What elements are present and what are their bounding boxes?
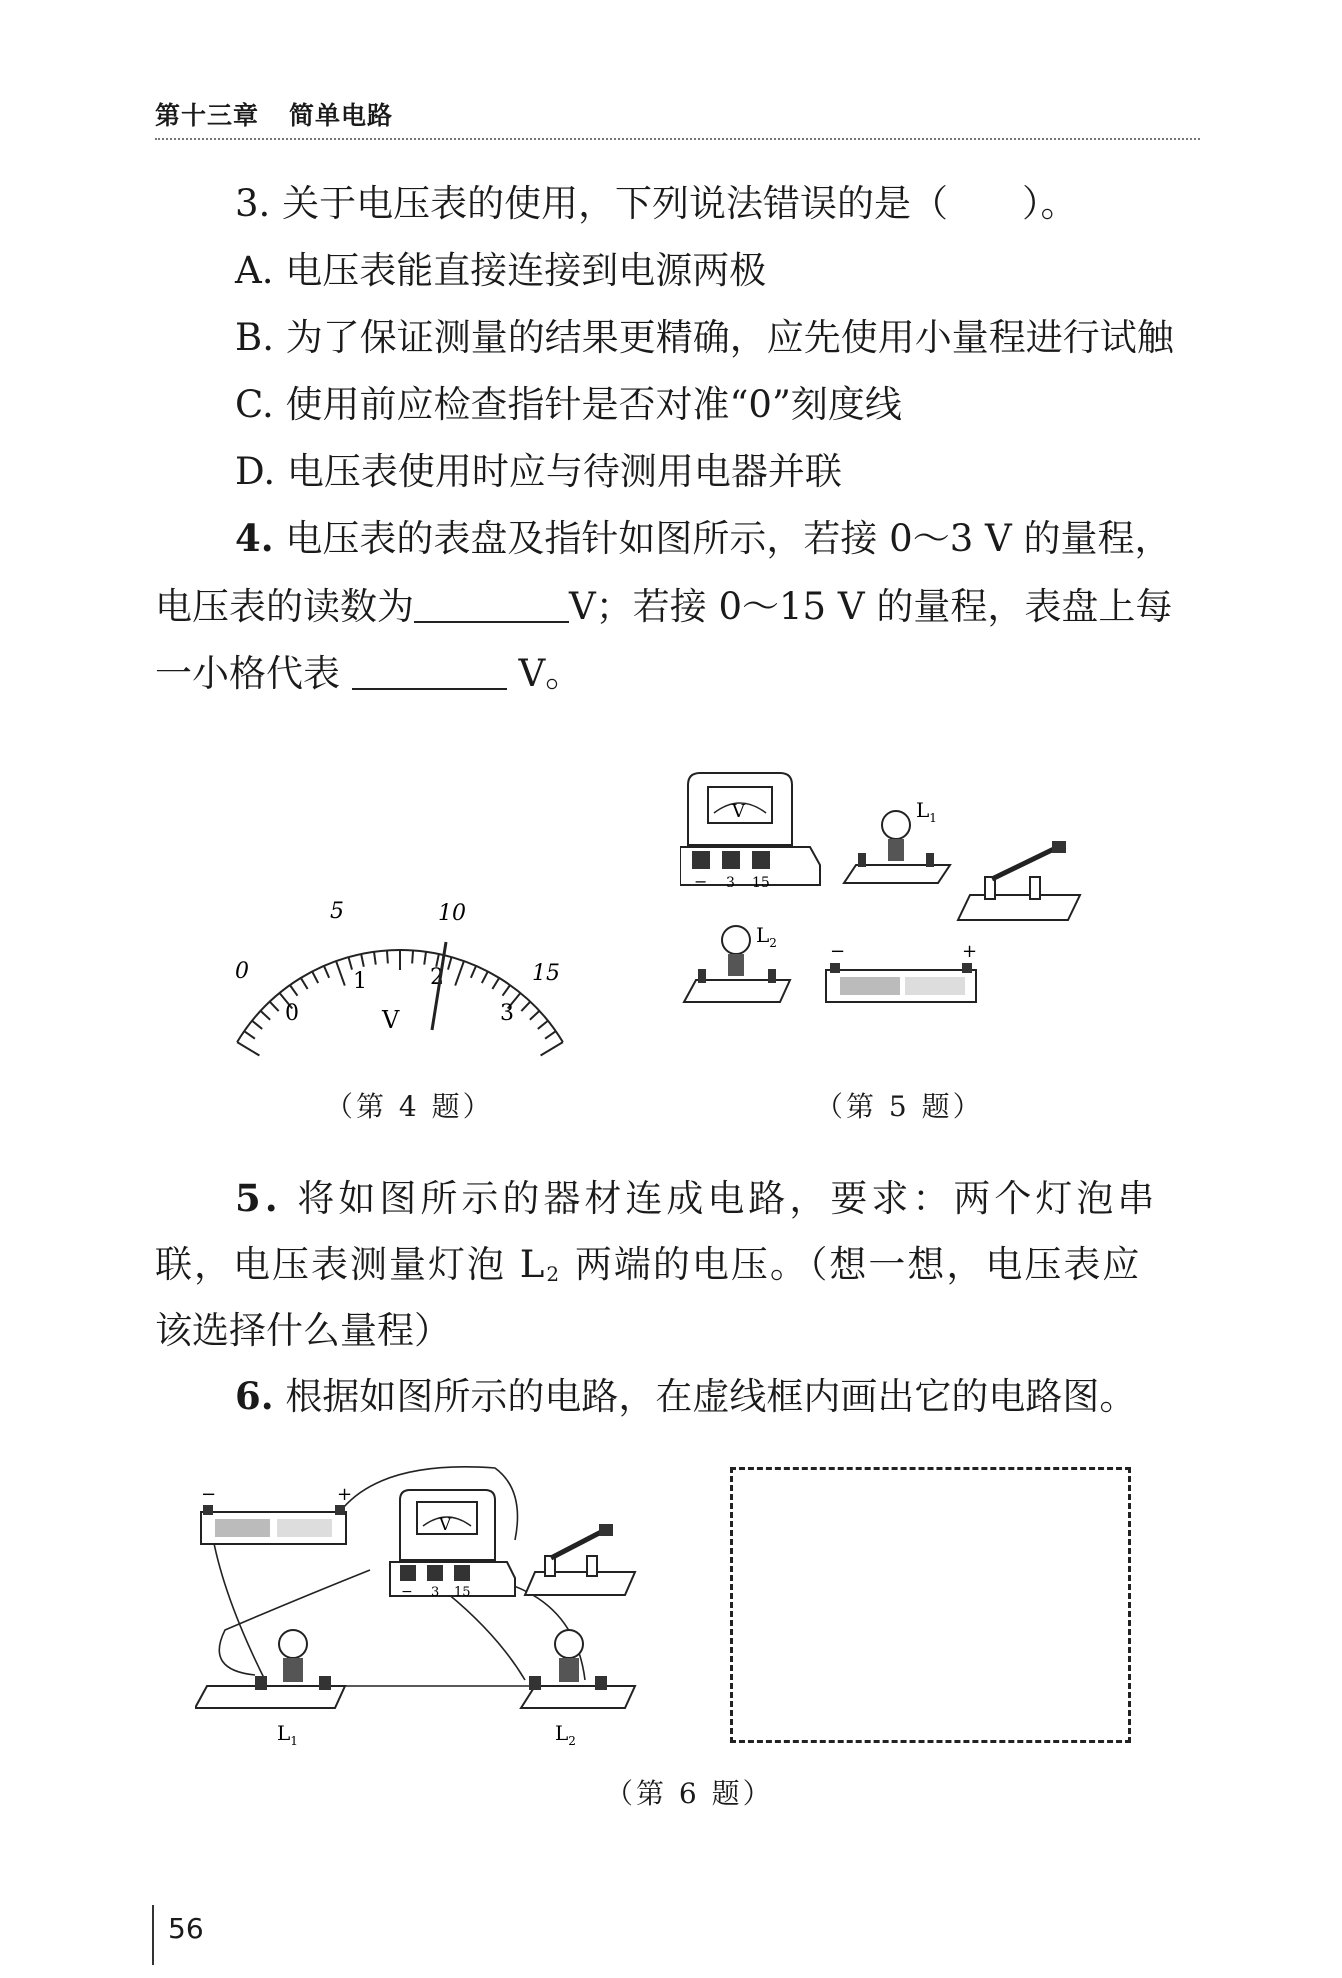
answer-dashed-box[interactable] (730, 1467, 1131, 1743)
q4-answer-blank-1[interactable] (414, 587, 569, 623)
q4-line1-text: 电压表的表盘及指针如图所示，若接 0～3 V 的量程， (285, 517, 1172, 560)
fig6-terminal-minus: − (401, 1584, 413, 1600)
q3-stem: 3. 关于电压表的使用，下列说法错误的是（ ）。 (235, 182, 1078, 225)
fig6-battery-minus: − (201, 1484, 217, 1505)
fig6-meter-label: V (439, 1515, 452, 1535)
q5-line2 (155, 1243, 1142, 1286)
q4-line2-b: V；若接 0～15 V 的量程，表盘上每 (569, 585, 1173, 628)
fig4-dial-tick (448, 957, 452, 970)
q4-line3 (155, 652, 583, 695)
fig4-lower-label-2: 2 (430, 965, 444, 990)
fig6-voltmeter (390, 1490, 515, 1600)
fig4-dial-tick (252, 1021, 262, 1029)
fig4-dial-tick (301, 978, 308, 989)
q5-number: 5. (235, 1176, 282, 1220)
fig5-battery-minus: − (830, 941, 846, 962)
q3-option-b: B. 为了保证测量的结果更精确，应先使用小量程进行试触 (235, 316, 1174, 359)
q4-line3-b: V。 (518, 652, 583, 695)
q3-option-c: C. 使用前应检查指针是否对准“0”刻度线 (235, 383, 902, 426)
q4-answer-blank-2[interactable] (352, 654, 507, 690)
fig4-dial-tick (361, 954, 364, 967)
fig5-components (680, 765, 1100, 1025)
fig4-unit: V (382, 1006, 400, 1034)
fig5-terminal-15: 15 (752, 875, 770, 891)
fig4-dial-tick (455, 961, 464, 985)
fig6-terminal-3: 3 (431, 1585, 440, 1600)
fig6-lamp2-label: $L_2$ (555, 1721, 576, 1748)
fig4-lower-label-1: 1 (353, 969, 367, 994)
fig5-lamp-l2 (684, 923, 790, 1002)
running-header (155, 96, 1200, 140)
q6-line1 (235, 1374, 1137, 1418)
fig6-lamp-l1 (195, 1630, 345, 1748)
fig4-dial-tick (492, 978, 499, 989)
fig5-terminal-3: 3 (726, 875, 735, 891)
fig4-dial-tick (270, 1002, 279, 1011)
q3-option-a: A. 电压表能直接连接到电源两极 (235, 249, 767, 292)
fig6-battery (201, 1484, 352, 1544)
fig4-dial-tick (261, 1011, 271, 1020)
q6-line1-text: 根据如图所示的电路，在虚线框内画出它的电路图。 (285, 1375, 1137, 1418)
fig4-dial (210, 880, 590, 1060)
chapter-title: 简单电路 (289, 101, 394, 130)
fig4-dial-tick (545, 1031, 556, 1038)
fig4-upper-label-0: 0 (235, 959, 249, 984)
fig4-caption: （第 4 题） (325, 1090, 494, 1123)
fig4-dial-tick (387, 950, 388, 963)
fig4-dial-tick (538, 1021, 548, 1029)
fig6-switch (525, 1524, 635, 1595)
fig4-dial-tick (482, 972, 488, 984)
fig4-dial-tick (424, 952, 426, 965)
fig4-dial-tick (348, 957, 352, 970)
fig4-dial-tick (290, 985, 298, 996)
fig5-lamp-l1 (844, 798, 950, 883)
fig4-dial-tick (521, 1002, 530, 1011)
chapter-label: 第十三章 (155, 101, 260, 130)
fig4-upper-label-5: 5 (330, 899, 344, 924)
q5-line2-a: 联，电压表测量灯泡 L (155, 1243, 547, 1286)
fig4-dial-tick (541, 1042, 563, 1055)
fig4-dial-tick (530, 1011, 540, 1020)
fig6-battery-plus: + (337, 1484, 353, 1505)
q5-line1-text: 将如图所示的器材连成电路，要求：两个灯泡串 (297, 1177, 1159, 1220)
fig6-lamp1-label: $L_1$ (277, 1721, 298, 1748)
page-number: 56 (168, 1912, 204, 1945)
q4-line3-a: 一小格代表 (155, 652, 340, 695)
fig5-lamp1-label: $L_1$ (916, 798, 937, 825)
q4-line1 (235, 516, 1172, 560)
q4-line2 (155, 585, 1173, 628)
q3-option-d: D. 电压表使用时应与待测用电器并联 (235, 450, 842, 493)
q5-line2-sub: 2 (546, 1262, 562, 1286)
page-number-rule (152, 1905, 154, 1965)
fig4-dial-tick (312, 972, 318, 984)
q6-number: 6. (235, 1374, 274, 1418)
q5-line1 (235, 1176, 1159, 1220)
fig6-lamp-l2 (521, 1630, 635, 1748)
fig6-caption: （第 6 题） (605, 1777, 774, 1810)
fig5-terminal-minus: − (694, 872, 708, 891)
fig4-upper-label-15: 15 (532, 961, 560, 986)
fig4-lower-label-0: 0 (285, 1001, 299, 1026)
fig5-voltmeter (680, 773, 820, 891)
fig5-battery (826, 941, 977, 1002)
fig5-caption: （第 5 题） (815, 1090, 984, 1123)
q5-line2-b: 两端的电压。（想一想，电压表应 (561, 1243, 1142, 1286)
fig5-switch (958, 841, 1080, 920)
fig4-dial-tick (374, 952, 376, 965)
fig4-dial-tick (244, 1031, 255, 1038)
fig4-upper-label-10: 10 (438, 901, 466, 926)
q4-number: 4. (235, 516, 274, 560)
fig5-meter-label: V (732, 801, 745, 822)
fig4-lower-label-3: 3 (500, 1001, 514, 1026)
q4-line2-a: 电压表的读数为 (155, 585, 414, 628)
fig4-dial-tick (336, 961, 345, 985)
fig4-dial-tick (471, 966, 476, 978)
fig4-dial-tick (503, 985, 511, 996)
fig6-terminal-15: 15 (454, 1585, 471, 1600)
fig4-dial-tick (324, 966, 329, 978)
fig5-battery-plus: + (962, 941, 978, 962)
fig4-dial-tick (412, 950, 413, 963)
fig5-lamp2-label: $L_2$ (756, 923, 777, 950)
q5-line3: 该选择什么量程） (155, 1309, 451, 1352)
fig4-dial-tick (237, 1042, 259, 1055)
fig6-circuit (195, 1450, 665, 1750)
